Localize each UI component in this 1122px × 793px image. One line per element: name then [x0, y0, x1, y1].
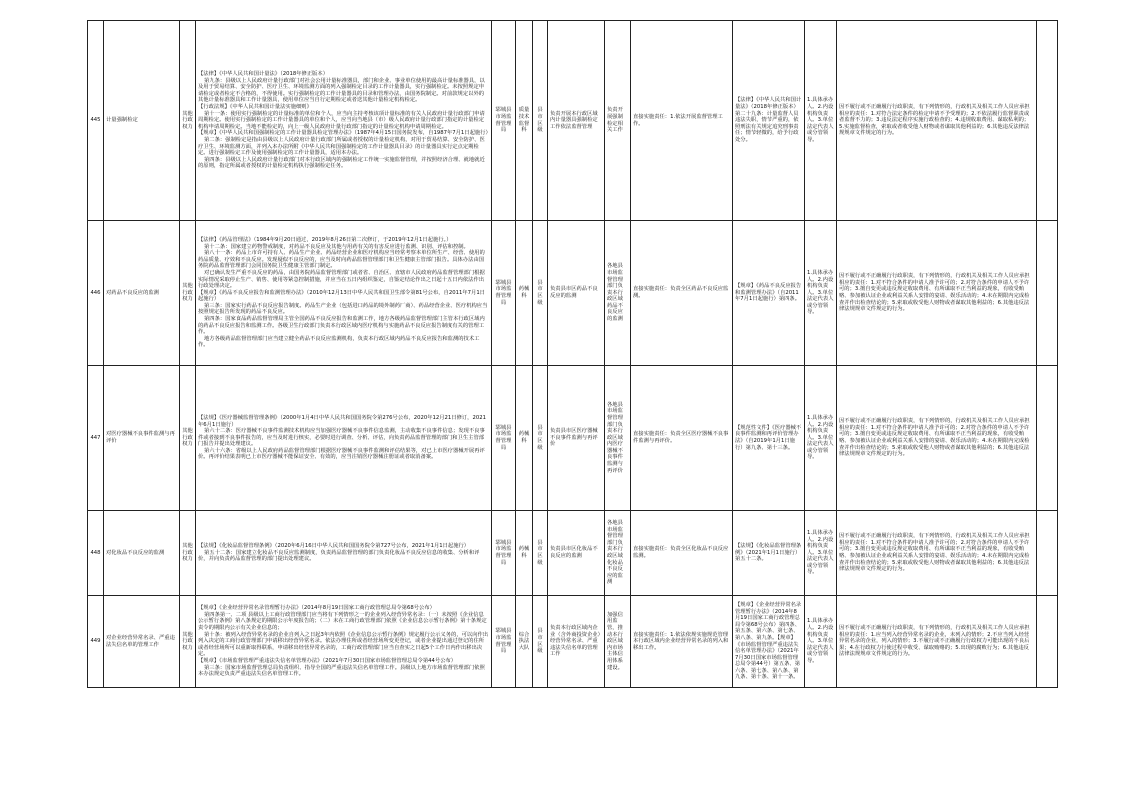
legal-basis-paragraph: 【规章】《市场监督管理严重违法失信名单管理办法》（2021年7月30日国家市场监督管理总局令第44号公布）: [198, 657, 457, 664]
power-name: 对化妆品不良反应的监测: [104, 511, 180, 596]
remarks: [1037, 511, 1058, 596]
legal-basis-paragraph: 【规章】《药品不良反应报告和监测管理办法》（2010年12月13日中华人民共和国卫生部令第81号公布，自2011年7月1日起施行）: [198, 289, 485, 303]
responsible-subject: 1.具体承办人。2.内设机构负责人。3.单位法定代表人或分管领导。: [805, 511, 837, 596]
legal-basis-paragraph: 第六十六条：省级以上人民政府药品监督管理部门根据医疗器械不良事件监测和评估结果等，对已上市医疗器械开展再评价。再评价结果表明已上市医疗器械不能保证安全、有效的，应当注销医疗器械注册证或者取消备案。: [198, 447, 485, 461]
administrative-level: 县市区级: [533, 221, 548, 366]
accountability-basis: 【规章】《药品不良反应报告和监测管理办法》（自2011年7月1日起施行）第四条。: [733, 221, 805, 366]
remarks: [1037, 366, 1058, 511]
legal-basis-paragraph: 第三条：国家实行药品不良反应报告制度。药品生产企业（包括进口药品的境外制药厂商）、药品经营企业、医疗机构应当按照规定报告所发现的药品不良反应。: [198, 302, 488, 316]
responsible-department: 质量技术监督科: [516, 21, 533, 221]
responsible-subject: 1.具体承办人。2.内设机构负责人。3.单位法定代表人或分管领导。: [805, 596, 837, 688]
row-number: 447: [88, 366, 104, 511]
legal-basis-paragraph: 第十一条：使用实行强制检定的计量标准的单位和个人，应当向主持考核该项计量标准的有关人民政府计量行政部门申请周期检定。使用实行强制检定的工作计量器具的单位和个人，应当向当地县（市）级人民政府计量行政部门指定的计量检定机构申请周期检定。当地不能检定的，向上一级人民政府计量行政部门指定的计量检定机构申请周期检定。: [198, 110, 485, 130]
responsible-department: 药械科: [516, 221, 533, 366]
table-row: [88, 221, 1058, 366]
legal-basis-paragraph: 第六十二条：医疗器械不良事件监测技术机构应当加强医疗器械不良事件信息监测，主动收集不良事件信息；发现不良事件或者接到不良事件报告的，应当及时进行核实，必要时进行调查、分析、评估，向负责药品监督管理的部门和卫生主管部门报告并提出处理建议。: [198, 428, 485, 448]
power-type: 其他行政权力: [180, 596, 196, 688]
administrative-level: 县市区级: [533, 511, 548, 596]
legal-basis-paragraph: 第九条：县级以上人民政府计量行政部门对社会公用计量标准器具，部门和企业、事业单位使用的最高计量标准器具，以及用于贸易结算、安全防护、医疗卫生、环境监测方面的列入强制检定目录的工作计量器具，实行强制检定。未按照规定申请检定或者检定不合格的，不得使用。实行强制检定的工作计量器具的目录和管理办法，由国务院制定。对前款规定以外的其他计量标准器具和工作计量器具，使用单位应当自行定期检定或者送其他计量检定机构检定。: [198, 77, 485, 104]
power-type: 其他行政权力: [180, 511, 196, 596]
implementing-authority: 郓城县市场监督管理局: [492, 366, 516, 511]
table-row: [88, 596, 1058, 688]
duty-detail: 各地县市场监督管理部门负责本行政区域化妆品不良反应的监测: [605, 511, 631, 596]
power-name: 对医疗器械不良事件监测与再评价: [104, 366, 180, 511]
row-number: 446: [88, 221, 104, 366]
legal-basis-paragraph: 【法律】《中华人民共和国计量法》（2018年修正版本）: [198, 71, 329, 78]
table-row: [88, 511, 1058, 596]
power-list-table: [87, 20, 1058, 688]
legal-basis-paragraph: 第四条：县级以上人民政府计量行政部门对本行政区域内的强制检定工作统一实施监督管理，并按照经济合理、就地就近的原则，指定所属或者授权的计量检定机构执行强制检定任务。: [198, 156, 485, 170]
implementing-authority: 郓城县市场监督管理局: [492, 221, 516, 366]
legal-basis-paragraph: 第四条第一、二项 县级以上工商行政管理部门应当将有下列情形之一的企业列入经营异常名录：（一）未按照《企业信息公示暂行条例》第八条规定的期限公示年度报告的；（二）未在工商行政管理部门依照《企业信息公示暂行条例》第十条规定责令的期限内公示有关企业信息的；: [198, 611, 487, 632]
responsible-department: 药械科: [516, 366, 533, 511]
accountability-basis: 【法律】《中华人民共和国计量法》（2018年修正版本）第二十九条：计量监督人员违法失职，情节严重的，依照刑法有关规定追究刑事责任；情节轻微的，给予行政处分。: [733, 21, 805, 221]
legal-basis-paragraph: 第五十二条：国家建立化妆品不良反应监测制度，负责药品监督管理的部门负责化妆品不良反应信息的收集、分析和评价，并向负责药品监督管理的部门提出处理建议。: [198, 549, 480, 563]
duty-scope: 负责县市区医疗器械不良事件监测与再评价: [548, 366, 605, 511]
row-number: 449: [88, 596, 104, 688]
power-name: 对药品不良反应的监测: [104, 221, 180, 366]
legal-basis-paragraph: 【法规】《化妆品监督管理条例》（2020年6月16日中华人民共和国国务院令第727号公布，2021年1月1日起施行）: [198, 543, 470, 550]
duty-detail: 各地县市场监督管理部门负责本行政区域药品不良反应的监测: [605, 221, 631, 366]
accountability-items: 直接实施责任：负责全区化妆品不良反应监测。: [631, 511, 733, 596]
administrative-level: 县市区级: [533, 596, 548, 688]
accountability-items: 直接实施责任：1.依法依规实施规范管理本行政区域内企业经营异常名录的列入和移出工作。: [631, 596, 733, 688]
accountability-basis: 【规范性文件】《医疗器械不良事件监测和再评价管理办法》（自2019年1月1日施行）第九条、第十三条。: [733, 366, 805, 511]
legal-basis-paragraph: 地方各级药品监督管理部门应当建立健全药品不良反应监测机构，负责本行政区域内药品不良反应报告和监测的技术工作。: [198, 335, 480, 349]
power-type: 其他行政权力: [180, 221, 196, 366]
legal-basis: [196, 366, 492, 511]
accountability-items: 直接实施责任：负责全区药品不良反应监测。: [631, 221, 733, 366]
duty-detail: 负责开展强制检定相关工作: [605, 21, 631, 221]
legal-basis-paragraph: 【法律】《药品管理法》（1984年9月20日通过，2019年8月26日第二次修订，于2019年12月1日起施行。）: [198, 236, 452, 243]
accountability-circumstances: 因不履行或不正确履行行政职责，有下列情形的，行政机关及相关工作人员应承担相应的责任：1.对不符合条件的申请人准予许可的；2.对符合条件的申请人不予许可的；3.擅自变更或违反规定收取费用、有所谋取不正当利益的现象，有收受贿赂、参加被认证企业或利益关系人安排的宴请、娱乐活动的；4.未在期限内完成检查并作出检查结论的；5.索取或收受他人财物或者谋取其他利益的；6.其他违反法律法规规章文件规定的行为。: [837, 511, 1037, 596]
remarks: [1037, 21, 1058, 221]
power-type: 其他行政权力: [180, 21, 196, 221]
implementing-authority: 郓城县市场监督管理局: [492, 596, 516, 688]
responsible-department: 综合执法大队: [516, 596, 533, 688]
accountability-items: 直接实施责任：负责全区医疗器械不良事件监测与再评价。: [631, 366, 733, 511]
implementing-authority: 郓城县市场监督管理局: [492, 511, 516, 596]
row-number: 445: [88, 21, 104, 221]
legal-basis: [196, 511, 492, 596]
legal-basis-paragraph: 第三条：国家市场监督管理总局负责组织、指导全国的严重违法失信名单管理工作。县级以上地方市场监督管理部门依照本办法规定负责严重违法失信名单管理工作。: [198, 664, 485, 678]
legal-basis: [196, 221, 492, 366]
legal-basis: [196, 21, 492, 221]
legal-basis-paragraph: 第二条：强制检定是指由县级以上人民政府计量行政部门所属或者授权的计量检定机构，对用于贸易结算、安全防护、医疗卫生、环境监测方面，并列入本办法所附《中华人民共和国强制检定的工作计量器具目录》的计量器具实行定点定期检定。进行强制检定工作及使用强制检定的工作计量器具，适用本办法。: [198, 136, 485, 157]
responsible-subject: 1.具体承办人。2.内设机构负责人。3.单位法定代表人或分管领导。: [805, 21, 837, 221]
table-row: [88, 366, 1058, 511]
legal-basis-paragraph: 【行政法规】《中华人民共和国计量法实施细则》: [198, 104, 312, 111]
accountability-circumstances: 因不履行或不正确履行行政职责，有下列情形的，行政机关及相关工作人员应承担相应的责任：1.对符合法定条件的检定申请不予受理的；2.不依法履行监督职责或者监督不力的；3.违反法定程序实施行政检查的；4.违规收取费用、谋取私利的；5.实施监督检查，索取或者收受他人财物或者谋取其他利益的；6.其他违反法律法规规章文件规定的行为。: [837, 21, 1037, 221]
responsible-department: 药械科: [516, 511, 533, 596]
row-number: 448: [88, 511, 104, 596]
duty-scope: 负责县市区化妆品不良反应的监测: [548, 511, 605, 596]
accountability-circumstances: 因不履行或不正确履行行政职责，有下列情形的，行政机关及相关工作人员应承担相应的责任：1.对不符合条件的申请人准予许可的；2.对符合条件的申请人不予许可的；3.擅自变更或违反规定收取费用、有所谋取不正当利益的现象，有收受贿赂、参加被认证企业或利益关系人安排的宴请、娱乐活动的；4.未在期限内完成检查并作出检查结论的；5.索取或收受他人财物或者谋取其他利益的；6.其他违反法律法规规章文件规定的行为。: [837, 366, 1037, 511]
legal-basis-paragraph: 第四条：国家食品药品监督管理局主管全国药品不良反应报告和监测工作，地方各级药品监督管理部门主管本行政区域内的药品不良反应报告和监测工作。各级卫生行政部门负责本行政区域内医疗机构与实施药品不良反应报告制度有关的管理工作。: [198, 316, 485, 336]
legal-basis-paragraph: 对已确认发生严重不良反应的药品，由国务院药品监督管理部门或者省、自治区、直辖市人民政府药品监督管理部门根据实际情况采取停止生产、销售、使用等紧急控制措施，并应当在五日内组织鉴定，自鉴定结论作出之日起十五日内依法作出行政处理决定。: [198, 269, 485, 290]
responsible-subject: 1.具体承办人。2.内设机构负责人。3.单位法定代表人或分管领导。: [805, 221, 837, 366]
accountability-basis: 【规章】《企业经营异常名录管理暂行办法》（2014年8月19日国家工商行政管理总局令第68号公布）第四条、第五条、第六条、第七条、第八条、第九条。【规章】《市场监督管理严重违法失信名单管理办法》（2021年7月30日国家市场监督管理总局令第44号）第五条、第六条、第七条、第八条、第九条、第十条、第十一条。: [733, 596, 805, 688]
duty-scope: 负责县市区药品不良反应的监测: [548, 221, 605, 366]
accountability-circumstances: 因不履行或不正确履行行政职责，有下列情形的，行政机关及相关工作人员应承担相应的责任：1.对不符合条件的申请人准予许可的；2.对符合条件的申请人不予许可的；3.擅自变更或违反规定收取费用、有所谋取不正当利益的现象，有收受贿赂、参加被认证企业或利益关系人安排的宴请、娱乐活动的；4.未在期限内完成检查并作出检查结论的；5.索取或收受他人财物或者谋取其他利益的；6.其他违反法律法规规章文件规定的行为。: [837, 221, 1037, 366]
legal-basis-paragraph: 第十二条：国家建立药物警戒制度，对药品不良反应及其他与用药有关的有害反应进行监测、识别、评估和控制。: [204, 243, 469, 250]
power-type: 其他行政权力: [180, 366, 196, 511]
accountability-circumstances: 因不履行或不正确履行行政职责，有下列情形的，行政机关及相关工作人员应承担相应的责任：1.应当列入经营异常名录的企业，未列入的情形；2.不应当列入经营异常名录的企业，列入的情形；3.不履行或不正确履行行政权力可能出现的不良后果；4.在行政权力行使过程中收受、谋取贿赂的；5.出现的腐败行为；6.其他违反法律法规规章文件规定的行为。: [837, 596, 1037, 688]
duty-detail: 加强信用监管，推动本行政区域内市场主体信用体系建设。: [605, 596, 631, 688]
legal-basis: [196, 596, 492, 688]
administrative-level: 县市区级: [533, 21, 548, 221]
power-name: 对企业经营异常名录、严重违法失信名单的管理工作: [104, 596, 180, 688]
accountability-basis: 【法规】《化妆品监督管理条例》（2021年1月1日施行）第五十二条。: [733, 511, 805, 596]
accountability-items: 直接实施责任：1.依法开展监督管理工作。: [631, 21, 733, 221]
legal-basis-paragraph: 第十条：被列入经营异常名录的企业自列入之日起3年内依照《企业信息公示暂行条例》规定履行公示义务的，可以向作出列入决定的工商行政管理部门申请移出经营异常名录。依法办理住所或者经营场所变更登记，或者企业提出通过登记的住所或者经营场所可以重新取得联系，申请移出经营异常名录的，工商行政管理部门应当自查实之日起5个工作日内作出移出决定。: [198, 631, 489, 658]
duty-scope: 负责本行政区域内企业（含外商投资企业）经营异常名录、严重违法失信名单的管理工作: [548, 596, 605, 688]
legal-basis-paragraph: 【规章】《中华人民共和国强制检定的工作计量器具检定管理办法》（1987年4月15日国务院发布，自1987年7月1日起施行）: [198, 130, 491, 137]
duty-scope: 负责开展本行政区域内计量器具强制检定工作依法监督管理: [548, 21, 605, 221]
remarks: [1037, 221, 1058, 366]
legal-basis-paragraph: 【规章】《企业经营异常名录管理暂行办法》（2014年8月19日国家工商行政管理总局令第68号公布）: [198, 605, 435, 612]
legal-basis-paragraph: 第八十一条：药品上市许可持有人、药品生产企业、药品经营企业和医疗机构应当经常考察本单位所生产、经营、使用的药品质量、疗效和不良反应。发现疑似不良反应的，应当及时向药品监督管理部门和卫生健康主管部门报告。具体办法由国务院药品监督管理部门会同国务院卫生健康主管部门制定。: [198, 250, 485, 270]
table-row: [88, 21, 1058, 221]
administrative-level: 县市区级: [533, 366, 548, 511]
implementing-authority: 郓城县市场监督管理局: [492, 21, 516, 221]
legal-basis-paragraph: 【法规】《医疗器械监督管理条例》（2000年1月4日中华人民共和国国务院令第276号公布，2020年12月21日修订，2021年6月1日施行）: [198, 414, 486, 428]
remarks: [1037, 596, 1058, 688]
power-name: 计量强制检定: [104, 21, 180, 221]
duty-detail: 各地县市场监督管理部门负责本行政区域内医疗器械不良事件监测与再评价: [605, 366, 631, 511]
responsible-subject: 1.具体承办人。2.内设机构负责人。3.单位法定代表人或分管领导。: [805, 366, 837, 511]
